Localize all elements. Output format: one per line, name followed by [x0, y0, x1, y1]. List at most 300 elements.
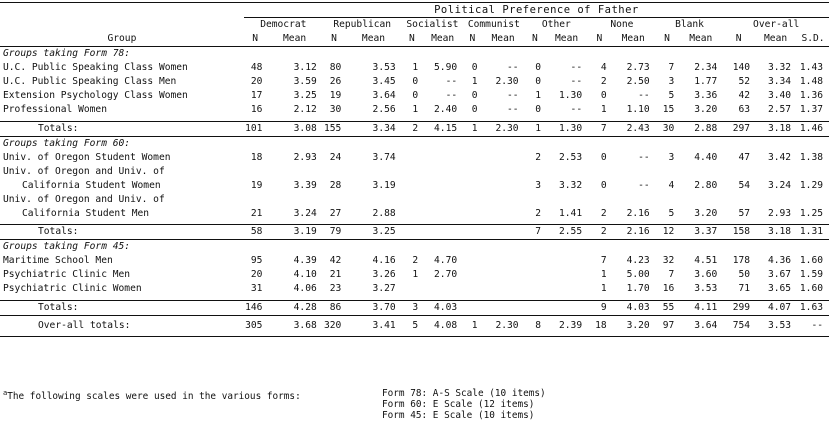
table-cell: 3.40	[767, 90, 792, 101]
table-row	[0, 268, 829, 282]
table-cell: 3.34	[767, 76, 792, 87]
subheader-n: N	[656, 32, 679, 47]
table-row	[0, 165, 829, 179]
table-row	[0, 75, 829, 89]
category-header-socialist: Socialist	[406, 19, 459, 30]
table-cell: 1.25	[799, 207, 823, 219]
table-cell: 2	[412, 255, 419, 266]
table-cell: 299	[723, 300, 754, 315]
row-label: Psychiatric Clinic Men	[3, 269, 131, 280]
table-cell: 27	[329, 207, 342, 219]
table-cell	[545, 268, 588, 282]
table-cell: 52	[738, 76, 751, 87]
table-cell: 3.64	[678, 315, 723, 336]
table-cell: 4.16	[372, 255, 396, 266]
table-cell: 71	[738, 283, 751, 294]
footnote-text: The following scales were used in the various forms:	[7, 391, 301, 403]
table-cell	[463, 207, 481, 221]
row-label: U.C. Public Speaking Class Men	[3, 76, 177, 87]
table-cell: 20	[250, 76, 263, 87]
table-cell: 0	[600, 151, 607, 163]
table-cell: 16	[250, 104, 263, 115]
table-cell: 21	[250, 207, 263, 219]
table-cell: 101	[244, 121, 267, 136]
table-cell: 18	[588, 315, 611, 336]
table-cell: 31	[250, 283, 263, 294]
table-cell: 7	[588, 121, 611, 136]
table-cell: 4.40	[694, 151, 718, 163]
row-label: Maritime School Men	[3, 255, 113, 266]
table-cell: 30	[329, 104, 342, 115]
table-cell: 21	[329, 269, 342, 280]
table-cell: 140	[732, 62, 751, 73]
table-cell: 3.68	[266, 315, 322, 336]
table-cell: 4	[668, 179, 675, 191]
table-cell: 1.70	[626, 283, 650, 294]
table-cell: 1	[600, 283, 607, 294]
table-cell: 2	[402, 121, 422, 136]
table-cell: 3.18	[754, 225, 797, 240]
footnote-form-60: Form 60: E Scale (12 items)	[382, 399, 535, 410]
table-cell: 2.73	[626, 62, 650, 73]
table-cell: 3.53	[754, 315, 797, 336]
table-cell: 2	[588, 225, 611, 240]
table-row	[0, 282, 829, 296]
table-cell: 2.56	[372, 104, 396, 115]
table-row	[0, 254, 829, 268]
table-cell: 3.25	[345, 225, 401, 240]
table-cell: --	[797, 315, 829, 336]
table-cell: 3.42	[767, 151, 792, 163]
table-cell: 4.10	[293, 269, 317, 280]
table-cell: 3.12	[293, 62, 317, 73]
table-cell: 3.70	[345, 300, 401, 315]
totals-label: Totals:	[0, 225, 244, 240]
table-cell: 58	[244, 225, 267, 240]
table-cell	[422, 225, 463, 240]
category-header-democrat: Democrat	[260, 19, 307, 30]
table-cell: 48	[250, 62, 263, 73]
table-cell: 2.70	[434, 269, 458, 280]
category-header-communist: Communist	[467, 19, 520, 30]
table-cell: 305	[244, 315, 267, 336]
table-cell: 5	[668, 90, 675, 101]
table-cell: 3	[402, 300, 422, 315]
table-cell: 2	[535, 207, 542, 219]
table-cell: 3	[668, 76, 675, 87]
table-cell: 1.30	[545, 121, 588, 136]
table-cell: 2.34	[694, 62, 718, 73]
subheader-n: N	[402, 32, 422, 47]
table-cell: 0	[535, 104, 542, 115]
table-cell: 19	[329, 90, 342, 101]
header-title-row	[0, 3, 829, 18]
table-cell: 3.45	[372, 76, 396, 87]
table-cell: 0	[412, 90, 419, 101]
table-row	[0, 89, 829, 103]
table-cell	[482, 225, 525, 240]
table-cell: 7	[525, 225, 545, 240]
table-cell: --	[570, 62, 583, 73]
table-row-continued	[0, 179, 829, 193]
row-label: Professional Women	[3, 104, 107, 115]
subheader-row	[0, 32, 829, 47]
table-cell: 3.32	[767, 62, 792, 73]
table-cell: 3.27	[372, 283, 396, 294]
table-cell: 5	[402, 315, 422, 336]
table-cell: 2.16	[611, 225, 656, 240]
table-cell: 4.06	[293, 283, 317, 294]
table-cell: 8	[525, 315, 545, 336]
table-cell: 1.38	[799, 151, 823, 163]
table-cell: 155	[323, 121, 346, 136]
table-cell: 1.30	[559, 90, 583, 101]
table-cell: 3.53	[372, 62, 396, 73]
table-cell: 5	[668, 207, 675, 219]
table-cell: 297	[723, 121, 754, 136]
overall-totals-row	[0, 315, 829, 336]
subheader-mean: Mean	[422, 32, 463, 47]
totals-label: Totals:	[0, 121, 244, 136]
table-cell: 3	[668, 151, 675, 163]
table-cell: 320	[323, 315, 346, 336]
subheader-n: N	[323, 32, 346, 47]
table-cell: 3.37	[678, 225, 723, 240]
table-cell: --	[570, 104, 583, 115]
table-cell: 1.10	[626, 104, 650, 115]
table-cell: 12	[656, 225, 679, 240]
row-label: Extension Psychology Class Women	[3, 90, 188, 101]
table-cell: 3.34	[345, 121, 401, 136]
table-cell: 79	[323, 225, 346, 240]
table-cell	[525, 268, 545, 282]
table-cell: 3.53	[694, 283, 718, 294]
table-cell: 2.40	[434, 104, 458, 115]
row-label: Univ. of Oregon Student Women	[3, 151, 171, 163]
table-cell: 86	[323, 300, 346, 315]
table-cell: 28	[329, 179, 342, 191]
subheader-mean: Mean	[545, 32, 588, 47]
table-cell: 0	[535, 76, 542, 87]
table-cell: 42	[738, 90, 751, 101]
table-cell	[545, 282, 588, 296]
table-cell: 7	[600, 255, 607, 266]
table-row	[0, 151, 829, 165]
subheader-n: N	[525, 32, 545, 47]
table-cell: 57	[738, 207, 751, 219]
table-cell: 3.74	[372, 151, 396, 163]
table-cell: 1	[525, 121, 545, 136]
table-cell: 5.00	[626, 269, 650, 280]
table-cell: 2.12	[293, 104, 317, 115]
table-cell	[525, 254, 545, 268]
row-label-continued: California Student Men	[22, 207, 150, 219]
table-cell: 3.24	[767, 179, 792, 191]
table-cell: 3.25	[293, 90, 317, 101]
table-cell: 3.32	[559, 179, 583, 191]
footnote-form-45: Form 45: E Scale (10 items)	[382, 410, 535, 421]
table-cell: 1.29	[799, 179, 823, 191]
table-cell: 1	[412, 104, 419, 115]
subheader-n: N	[244, 32, 267, 47]
table-cell: 2.80	[694, 179, 718, 191]
table-cell: --	[445, 76, 458, 87]
table-cell: 178	[732, 255, 751, 266]
table-cell	[482, 282, 525, 296]
table-cell: 0	[471, 62, 478, 73]
table-cell: 4	[600, 62, 607, 73]
totals-row	[0, 225, 829, 240]
subheader-n: N	[463, 32, 481, 47]
totals-label: Totals:	[0, 300, 244, 315]
table-cell: --	[638, 90, 650, 101]
table-cell	[545, 300, 588, 315]
section-title-row	[0, 240, 829, 255]
table-cell: 2.88	[372, 207, 396, 219]
table-cell: 4.36	[767, 255, 792, 266]
category-header-blank: Blank	[675, 19, 704, 30]
table-cell: 0	[471, 104, 478, 115]
table-cell	[525, 300, 545, 315]
section-title: Groups taking Form 45:	[3, 241, 131, 252]
column-group-title: Political Preference of Father	[244, 3, 829, 18]
row-label: U.C. Public Speaking Class Women	[3, 62, 188, 73]
table-cell: 3.65	[767, 283, 792, 294]
table-cell: 3.39	[293, 179, 317, 191]
row-label: Univ. of Oregon and Univ. of	[3, 193, 165, 205]
table-cell	[463, 268, 481, 282]
table-cell: 1.36	[799, 90, 823, 101]
table-cell: 3	[535, 179, 542, 191]
section-title-row	[0, 136, 829, 151]
table-cell: 2	[600, 207, 607, 219]
subheader-mean: Mean	[678, 32, 723, 47]
table-cell	[482, 254, 525, 268]
table-cell: 0	[600, 179, 607, 191]
table-cell: 2.30	[482, 315, 525, 336]
table-cell: 2.30	[482, 121, 525, 136]
row-label: Univ. of Oregon and Univ. of	[3, 165, 165, 177]
table-cell	[463, 179, 481, 193]
table-cell: 80	[329, 62, 342, 73]
table-cell: 32	[662, 255, 675, 266]
table-cell: --	[445, 90, 458, 101]
table-cell: 1	[412, 269, 419, 280]
table-cell: 2.88	[678, 121, 723, 136]
row-label-continued: California Student Women	[22, 179, 161, 191]
footnote-form-78: Form 78: A-S Scale (10 items)	[382, 388, 546, 399]
table-cell: 158	[723, 225, 754, 240]
table-cell: 17	[250, 90, 263, 101]
subheader-mean: Mean	[754, 32, 797, 47]
table-cell: 1	[600, 104, 607, 115]
table-cell	[482, 268, 525, 282]
table-cell: 3.36	[694, 90, 718, 101]
table-cell	[525, 282, 545, 296]
table-cell: 42	[329, 255, 342, 266]
table-cell	[422, 207, 463, 221]
table-cell: 3.20	[611, 315, 656, 336]
table-cell: 50	[738, 269, 751, 280]
table-cell: 754	[723, 315, 754, 336]
table-cell: 2.16	[626, 207, 650, 219]
table-cell: 2.55	[545, 225, 588, 240]
table-cell: 4.03	[611, 300, 656, 315]
table-cell: 3.41	[345, 315, 401, 336]
table-cell: 3.24	[293, 207, 317, 219]
row-label: Psychiatric Clinic Women	[3, 283, 142, 294]
table-cell: 0	[471, 90, 478, 101]
subheader-mean: Mean	[345, 32, 401, 47]
table-cell: 55	[656, 300, 679, 315]
table-cell: 2	[535, 151, 542, 163]
table-cell	[422, 282, 463, 296]
table-cell: 3.18	[754, 121, 797, 136]
section-title: Groups taking Form 78:	[3, 48, 131, 59]
table-cell: 5.90	[434, 62, 458, 73]
table-cell: 0	[412, 76, 419, 87]
table-cell: 1	[412, 62, 419, 73]
table-cell: 1.60	[799, 255, 823, 266]
table-cell: 23	[329, 283, 342, 294]
table-cell: --	[638, 179, 650, 191]
totals-row	[0, 300, 829, 315]
table-row	[0, 193, 829, 207]
table-cell: 3.20	[694, 207, 718, 219]
table-cell: 97	[656, 315, 679, 336]
table-cell: 4.08	[422, 315, 463, 336]
table-cell: 7	[668, 62, 675, 73]
table-cell	[545, 254, 588, 268]
table-cell: 18	[250, 151, 263, 163]
table-cell: 1.41	[559, 207, 583, 219]
table-cell	[463, 300, 481, 315]
table-row	[0, 61, 829, 75]
table-cell: 146	[244, 300, 267, 315]
footnote-forms	[382, 388, 546, 421]
table-cell: 1.37	[799, 104, 823, 115]
table-cell	[482, 207, 525, 221]
table-cell: 4.07	[754, 300, 797, 315]
table-cell: 2	[600, 76, 607, 87]
table-cell	[482, 179, 525, 193]
table-cell	[463, 282, 481, 296]
table-cell: 4.39	[293, 255, 317, 266]
table-cell: 1	[600, 269, 607, 280]
table-cell: 1	[463, 121, 481, 136]
table-cell: 4.15	[422, 121, 463, 136]
subheader-n: N	[588, 32, 611, 47]
table-cell: --	[638, 151, 650, 163]
table-cell	[402, 282, 422, 296]
table-cell	[463, 225, 481, 240]
table-cell: 1.77	[694, 76, 718, 87]
table-cell	[402, 179, 422, 193]
table-cell: 54	[738, 179, 751, 191]
table-cell: 3.19	[372, 179, 396, 191]
table-cell: 1.48	[799, 76, 823, 87]
table-cell: 1	[463, 315, 481, 336]
table-cell: 0	[535, 62, 542, 73]
group-column-header: Group	[0, 32, 244, 47]
table-cell	[402, 225, 422, 240]
subheader-mean: Mean	[266, 32, 322, 47]
footnote-marker: a	[3, 389, 8, 397]
totals-row	[0, 121, 829, 136]
table-cell: 1.59	[799, 269, 823, 280]
table-cell: 4.51	[694, 255, 718, 266]
table-cell: 3.20	[694, 104, 718, 115]
table-cell: 4.03	[422, 300, 463, 315]
category-header-none: None	[610, 19, 634, 30]
table-cell: 3.08	[266, 121, 322, 136]
footnote	[3, 388, 301, 402]
table-cell: 1.43	[799, 62, 823, 73]
table-cell	[463, 151, 481, 165]
table-cell: 20	[250, 269, 263, 280]
table-cell: 0	[600, 90, 607, 101]
table-cell: 1.63	[797, 300, 829, 315]
table-cell: --	[570, 76, 583, 87]
table-cell: 2.50	[626, 76, 650, 87]
table-cell: 15	[662, 104, 675, 115]
table-cell: 19	[250, 179, 263, 191]
table-cell	[402, 207, 422, 221]
table-cell: 3.64	[372, 90, 396, 101]
subheader-n: N	[723, 32, 754, 47]
table-cell	[482, 151, 525, 165]
table-cell: 4.28	[266, 300, 322, 315]
table-cell: 3.26	[372, 269, 396, 280]
section-title-row	[0, 47, 829, 62]
table-cell: 63	[738, 104, 751, 115]
table-cell: 3.60	[694, 269, 718, 280]
table-cell: 1	[535, 90, 542, 101]
table-cell: 47	[738, 151, 751, 163]
table-cell: --	[507, 62, 519, 73]
table-cell	[422, 151, 463, 165]
table-cell: 3.19	[266, 225, 322, 240]
category-header-other: Other	[541, 19, 571, 30]
table-cell	[422, 179, 463, 193]
table-cell: 26	[329, 76, 342, 87]
table-cell: 3.67	[767, 269, 792, 280]
table-cell	[482, 300, 525, 315]
subheader-mean: Mean	[611, 32, 656, 47]
table-cell	[402, 151, 422, 165]
table-cell	[463, 254, 481, 268]
category-header-republican: Republican	[333, 19, 392, 30]
table-cell: 3.59	[293, 76, 317, 87]
table-cell: 24	[329, 151, 342, 163]
table-cell: 2.53	[559, 151, 583, 163]
table-cell: 2.57	[767, 104, 792, 115]
table-row-continued	[0, 207, 829, 221]
table-cell: 16	[662, 283, 675, 294]
table-cell: --	[507, 104, 519, 115]
table-cell: 4.70	[434, 255, 458, 266]
table-cell: 2.93	[293, 151, 317, 163]
subheader-mean: Mean	[482, 32, 525, 47]
table-cell: 2.43	[611, 121, 656, 136]
subheader-sd: S.D.	[797, 32, 829, 47]
table-cell: 4.11	[678, 300, 723, 315]
overall-totals-label: Over-all totals:	[0, 315, 244, 336]
table-cell: 1.60	[799, 283, 823, 294]
table-cell: --	[507, 90, 519, 101]
table-cell: 1.31	[797, 225, 829, 240]
table-row	[0, 103, 829, 117]
